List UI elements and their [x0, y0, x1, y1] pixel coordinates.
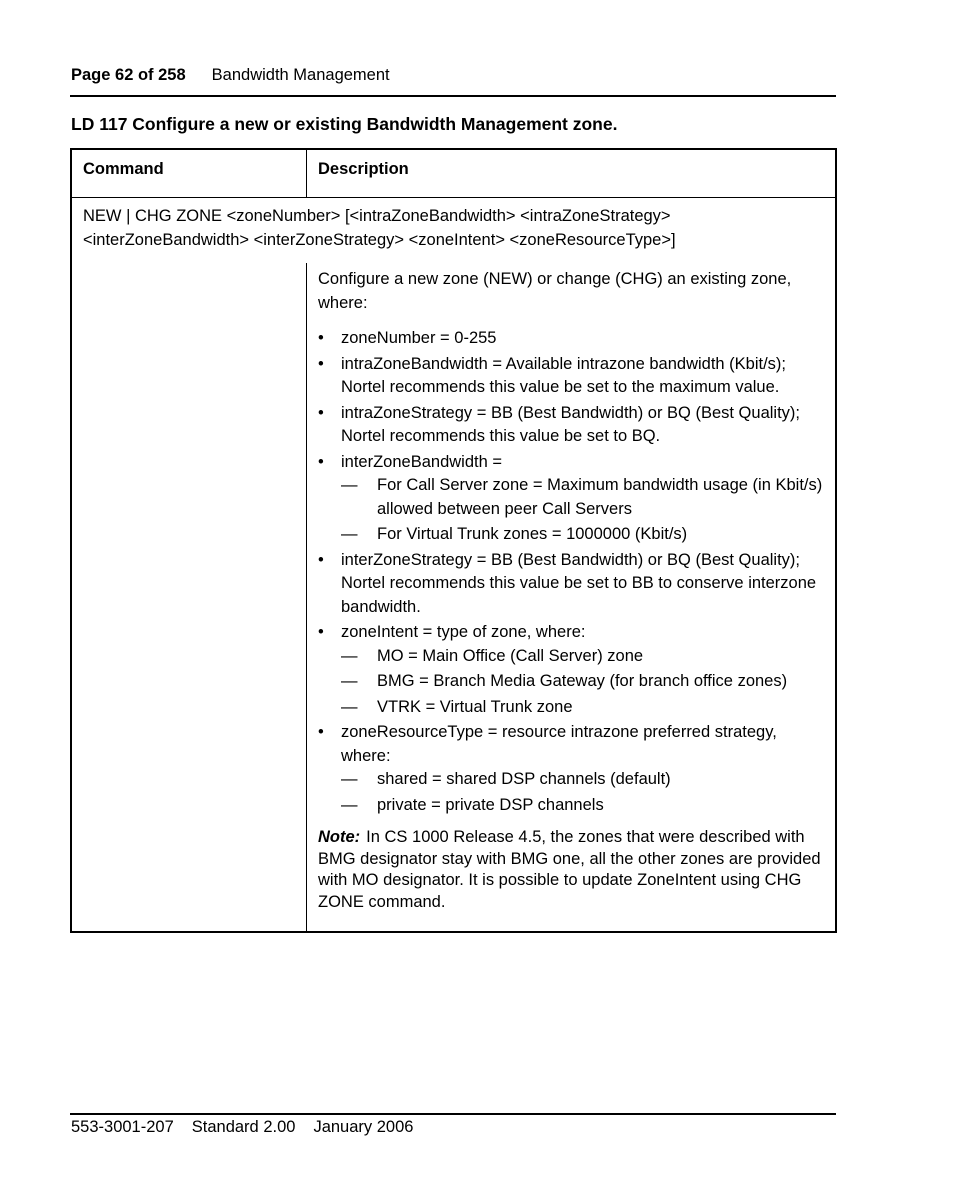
dash-icon: —: [341, 525, 358, 543]
sub-item-text: private = private DSP channels: [377, 795, 604, 814]
bullet-icon: •: [318, 623, 324, 641]
header-row-divider: [70, 197, 836, 198]
standard-version: Standard 2.00: [191, 1118, 296, 1136]
bullet-icon: •: [318, 723, 324, 741]
description-intro: Configure a new zone (NEW) or change (CHG) an existing zone, where:: [318, 270, 792, 312]
sub-list: [341, 474, 824, 547]
sub-list: [341, 645, 824, 720]
sub-item: [341, 670, 824, 694]
dash-icon: —: [341, 697, 358, 716]
footer-rule: [70, 1113, 836, 1115]
sub-item: [341, 523, 824, 547]
bullet-icon: •: [318, 550, 324, 569]
command-table: [70, 148, 836, 933]
parameter-text: zoneResourceType = resource intrazone preferred strategy, where:: [341, 723, 777, 765]
sub-item-text: shared = shared DSP channels (default): [377, 770, 671, 788]
page-header: [71, 66, 390, 85]
sub-item-text: MO = Main Office (Call Server) zone: [377, 646, 644, 665]
header-rule: [70, 95, 836, 97]
sub-item-text: For Call Server zone = Maximum bandwidth usage (in Kbit/s) allowed between peer Call Servers: [377, 476, 823, 518]
parameter-item: [318, 721, 824, 817]
parameter-item: [318, 549, 824, 620]
sub-item-text: VTRK = Virtual Trunk zone: [377, 697, 573, 716]
sub-item: [341, 696, 824, 720]
parameter-text: zoneIntent = type of zone, where:: [341, 623, 586, 641]
command-syntax: NEW | CHG ZONE <zoneNumber> [<intraZoneBandwidth> <intraZoneStrategy> <interZoneBandwidth> <interZoneStrategy> <zoneIntent> <zoneResourceType>]: [83, 207, 676, 249]
parameter-item: [318, 451, 824, 547]
bullet-icon: •: [318, 329, 324, 347]
table-title: LD 117 Configure a new or existing Bandwidth Management zone.: [71, 114, 618, 134]
publication-date: January 2006: [313, 1118, 414, 1136]
parameter-text: intraZoneBandwidth = Available intrazone bandwidth (Kbit/s); Nortel recommends this value be set to the maximum value.: [341, 354, 787, 396]
parameter-item: [318, 621, 824, 719]
page-number: Page 62 of 258: [71, 66, 186, 84]
dash-icon: —: [341, 795, 358, 814]
dash-icon: —: [341, 646, 358, 665]
note-label: Note:: [318, 828, 361, 846]
header-column-divider: [306, 148, 307, 198]
table-left-border: [70, 148, 72, 933]
description-cell: [318, 268, 824, 913]
parameter-text: interZoneStrategy = BB (Best Bandwidth) or BQ (Best Quality); Nortel recommends this value be set to BB to conserve interzone bandwidth.: [341, 550, 817, 616]
body-column-divider: [306, 263, 307, 933]
dash-icon: —: [341, 770, 358, 788]
column-header-description: Description: [318, 160, 409, 178]
parameter-text: interZoneBandwidth =: [341, 452, 502, 471]
sub-item-text: BMG = Branch Media Gateway (for branch office zones): [377, 672, 788, 690]
note: [318, 827, 824, 913]
dash-icon: —: [341, 476, 358, 494]
bullet-icon: •: [318, 403, 324, 422]
sub-item: [341, 768, 824, 792]
column-header-command: Command: [83, 160, 164, 178]
bullet-icon: •: [318, 452, 324, 471]
table-top-border: [70, 148, 836, 150]
page-footer: [71, 1118, 431, 1137]
note-text: In CS 1000 Release 4.5, the zones that were described with BMG designator stay with BMG one, all the other zones are provided with MO designator. It is possible to update ZoneIntent using CHG ZONE command.: [318, 828, 821, 911]
sub-item: [341, 645, 824, 669]
document-number: 553-3001-207: [71, 1118, 174, 1136]
sub-item: [341, 474, 824, 521]
sub-item-text: For Virtual Trunk zones = 1000000 (Kbit/s): [377, 525, 688, 543]
sub-list: [341, 768, 824, 817]
parameter-item: [318, 327, 824, 351]
dash-icon: —: [341, 672, 358, 690]
bullet-icon: •: [318, 354, 324, 373]
sub-item: [341, 794, 824, 818]
table-bottom-border: [70, 931, 836, 933]
parameter-text: zoneNumber = 0-255: [341, 329, 497, 347]
table-right-border: [835, 148, 837, 933]
parameter-item: [318, 402, 824, 449]
section-title: Bandwidth Management: [211, 66, 390, 84]
parameter-text: intraZoneStrategy = BB (Best Bandwidth) or BQ (Best Quality); Nortel recommends this value be set to BQ.: [341, 403, 800, 445]
parameter-list: [318, 327, 824, 817]
parameter-item: [318, 353, 824, 400]
